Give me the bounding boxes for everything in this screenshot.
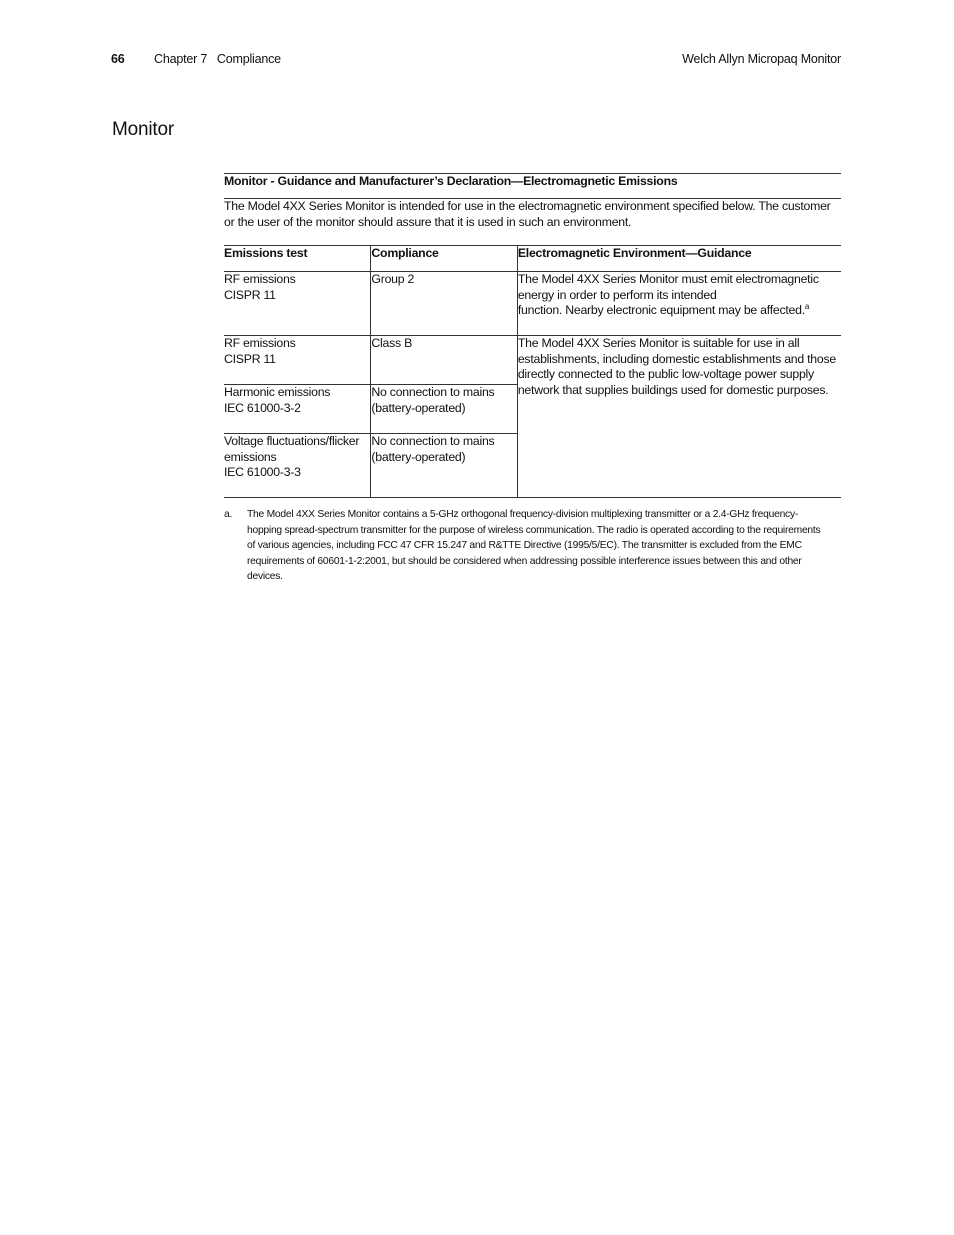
table-title: Monitor - Guidance and Manufacturer’s Declaration—Electromagnetic Emissions [224,174,841,199]
cell-line: Voltage fluctuations/flicker [224,434,360,448]
cell-line: establishments, including domestic establishments and those [517,351,836,366]
compliance-cell [371,336,517,385]
cell-line: (battery-operated) [371,400,466,415]
column-header-compliance: Compliance [371,246,517,272]
cell-line: CISPR 11 [224,351,276,366]
table-intro: The Model 4XX Series Monitor is intended for use in the electromagnetic environment specified below. The customer or the user of the monitor should assure that it is used in such an environment. [224,199,841,246]
cell-line: energy in order to perform its intended [517,287,717,302]
cell-line: IEC 61000-3-3 [224,465,301,479]
section-title: Monitor [112,119,174,140]
cell-line: No connection to mains [371,385,495,399]
cell-line: function. Nearby electronic equipment may be affected. [517,303,805,317]
page-number: 66 [111,52,125,66]
compliance-cell [371,434,517,498]
cell-line: Harmonic emissions [224,385,331,399]
footnote-line: requirements of 60601-1-2:2001, but should be considered when addressing possible interference issues between this and other [247,555,802,567]
compliance-cell [371,385,517,434]
shared-guidance-cell [517,336,841,498]
emissions-test-cell [224,385,371,434]
footnote-line: The Model 4XX Series Monitor contains a 5-GHz orthogonal frequency-division multiplexing transmitter or a 2.4-GHz frequency- [247,509,799,520]
emissions-table [224,173,841,498]
table-row [224,272,841,336]
column-header-emissions-test: Emissions test [224,246,371,272]
cell-line: directly connected to the public low-voltage power supply [517,367,814,381]
compliance-cell [371,272,517,336]
cell-line: emissions [224,449,277,464]
cell-line: Class B [371,336,413,350]
cell-line: network that supplies buildings used for domestic purposes. [517,382,829,397]
emissions-test-cell [224,434,371,498]
footnote-line: devices. [247,571,283,583]
cell-line: The Model 4XX Series Monitor is suitable for use in all [517,336,800,350]
footnote-text [247,507,841,585]
footnote-line: hopping spread-spectrum transmitter for the purpose of wireless communication. The radio is operated according to the requirements [247,524,821,536]
guidance-cell [517,272,841,336]
product-name: Welch Allyn Micropaq Monitor [682,52,841,66]
emissions-test-cell [224,272,371,336]
cell-line: (battery-operated) [371,449,466,464]
cell-line: No connection to mains [371,434,495,448]
column-header-guidance: Electromagnetic Environment—Guidance [517,246,841,272]
cell-line: RF emissions [224,272,296,286]
chapter-label: Chapter 7 Compliance [154,52,281,66]
table-row [224,336,841,385]
footnote [224,507,841,585]
cell-line: Group 2 [371,272,415,286]
table-header-row [224,246,841,272]
emissions-test-cell [224,336,371,385]
cell-line: IEC 61000-3-2 [224,400,301,415]
footnote-line: of various agencies, including FCC 47 CFR 15.247 and R&TTE Directive (1995/5/EC). The transmitter is excluded from the EMC [247,540,802,552]
footnote-marker: a. [224,509,233,520]
footnote-ref: a [804,301,810,311]
cell-line: RF emissions [224,336,296,350]
cell-line: The Model 4XX Series Monitor must emit electromagnetic [517,272,819,286]
cell-line: CISPR 11 [224,287,276,302]
